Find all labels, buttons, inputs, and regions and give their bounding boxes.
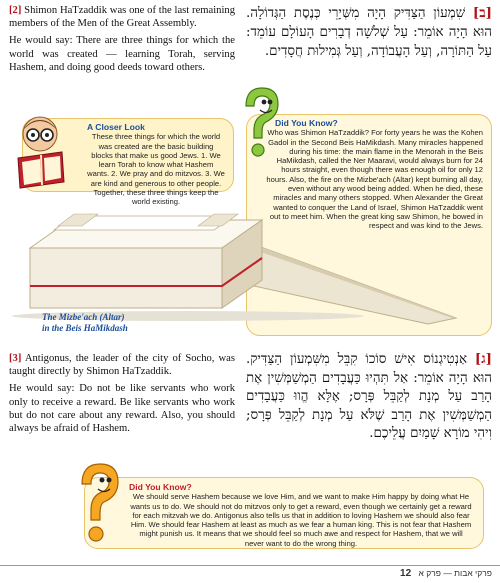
closer-look-title: A Closer Look: [87, 122, 145, 132]
section3-para2: He would say: Do not be like servants who work only to receive a reward. Be like servants who work but do not care about any reward. Also, you should always be afraid of Hashem.: [9, 383, 235, 435]
section3-hebrew-number: [ג]: [474, 351, 492, 367]
section3-hebrew-text: אַנְטִיגְנוֹס אִישׁ סוֹכוֹ קִבֵּל מִשִּׁמְעוֹן הַצַּדִּיק. הוּא הָיָה אוֹמֵר: אַל תִּהְיוּ כַּעֲבָדִים הַמְשַׁמְּשִׁין אֶת הָרַב עַל מְנָת לְקַבֵּל פְּרָס; אֶלָּא הֱווּ כַּעֲבָדִים הַמְשַׁמְּשִׁין אֶת הָרַב שֶׁלֹּא עַל מְנָת לְקַבֵּל פְּרָס; וִיהִי מוֹרָא שָׁמַיִם עֲלֵיכֶם.: [246, 352, 492, 442]
altar-caption-line1: The Mizbe'ach (Altar): [42, 312, 125, 322]
section3-para1: [9, 352, 235, 378]
page-number: 12: [400, 568, 412, 579]
section3-para1-text: Antigonus, the leader of the city of Socho, was taught directly by Shimon HaTzaddik.: [9, 353, 235, 378]
section2-number: [2]: [9, 5, 22, 16]
section2-para2: He would say: There are three things for which the world was created — learning Torah, serving Hashem, and doing good deeds toward others.: [9, 35, 235, 73]
section2-para1-text: Shimon HaTzaddik was one of the last remaining members of the Men of the Great Assembly.: [9, 5, 236, 30]
running-head: פרקי אבות — פרק א: [418, 568, 492, 578]
section2-english: [9, 4, 235, 78]
question-mark-character-icon-2: [72, 460, 124, 556]
did-you-know-1-title: Did You Know?: [275, 118, 338, 128]
altar-caption-line2: in the Beis HaMikdash: [42, 322, 128, 333]
did-you-know-box-2: [84, 477, 484, 549]
footer-divider: [0, 565, 500, 566]
did-you-know-2-body: We should serve Hashem because we love Him, and we want to make Him happy by doing what He wants us to do. We should not do mitzvos only to get a reward, even though we certainly get a reward for each mitzvah we do. Antigonus also tells us that in addition to loving Hashem we should also fear Him. We should fear Hashem at least as much as we fear a human king. This is not fear that Hashem might punish us. It means that we should feel so much awe and respect for Hashem, that we will never want to do the wrong thing.: [130, 492, 472, 548]
section2-hebrew-text: שִׁמְעוֹן הַצַּדִּיק הָיָה מִשְּׁיָרֵי כְּנֶסֶת הַגְּדוֹלָה. הוּא הָיָה אוֹמֵר: עַל שְׁלֹשָׁה דְבָרִים הָעוֹלָם עוֹמֵד: עַל הַתּוֹרָה, וְעַל הָעֲבוֹדָה, וְעַל גְּמִילוּת חֲסָדִים.: [246, 6, 492, 59]
closer-look-body: These three things for which the world was created are the basic building blocks that make us good Jews. 1. We learn Torah to know what Hashem wants. 2. We pray and do mitzvos. 3. We are kind and generous to other people. Together, these three things keep the world existing.: [87, 132, 225, 207]
did-you-know-2-title: Did You Know?: [129, 482, 192, 492]
reading-boy-illustration: [10, 112, 72, 198]
page-footer: [0, 565, 500, 583]
section3-number: [3]: [9, 353, 22, 364]
did-you-know-1-body: Who was Shimon HaTzaddik? For forty years he was the Kohen Gadol in the Second Beis HaMikdash. Many miracles happened during his time: the main flame in the Menorah in the Beis HaMikdash, called the Ner Maaravi, would always burn for 24 hours straight, even though there was enough oil for only 12 hours. Also, the fire on the Mizbe'ach (Altar) kept burning all day, even without any wood being added. When he died, these miracles and many others stopped. When Alexander the Great wanted to conquer the Land of Israel, Shimon HaTzaddik went out to meet him. When the great king saw Shimon, he bowed in respect and was kind to the Jews.: [266, 128, 483, 231]
footer-text: [400, 568, 492, 579]
section2-hebrew: [246, 4, 492, 61]
section2-hebrew-number: [ב]: [472, 5, 492, 21]
section2-para1: [9, 4, 235, 30]
altar-caption: [42, 312, 128, 333]
question-mark-character-icon: [236, 84, 284, 172]
section3-hebrew: [246, 350, 492, 444]
section3-english: [9, 352, 235, 439]
